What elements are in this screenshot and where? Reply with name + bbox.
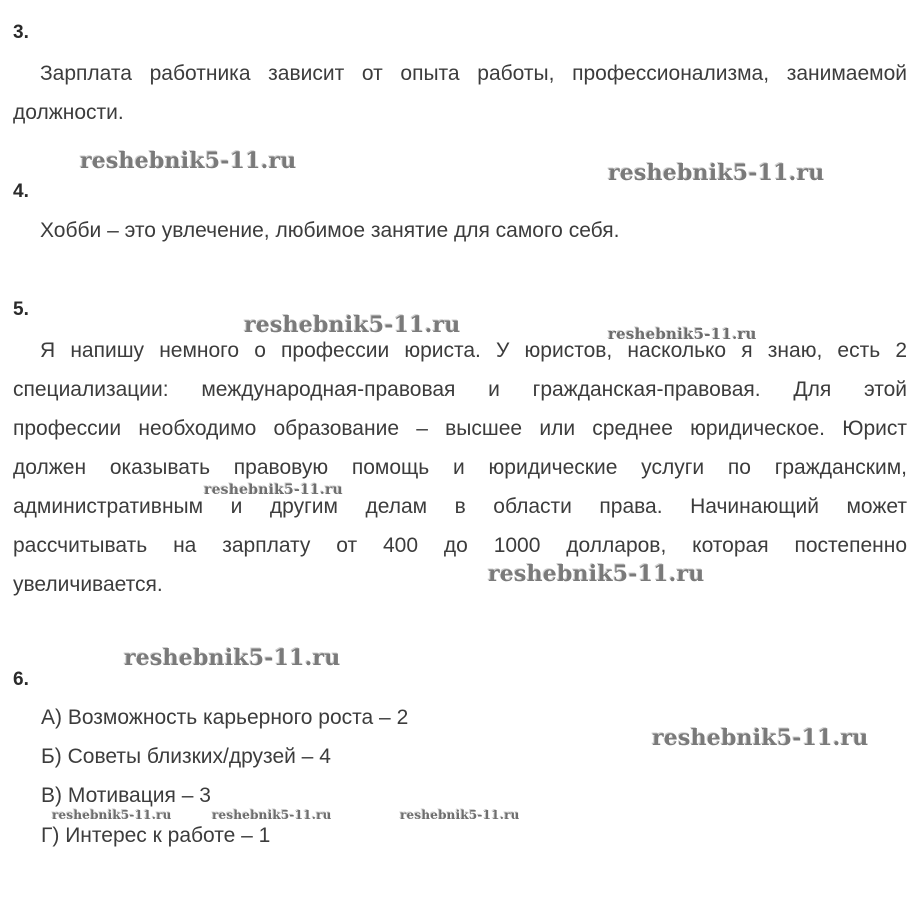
watermark: reshebnik5-11.ru bbox=[244, 312, 461, 338]
paragraph-5 bbox=[13, 331, 907, 604]
paragraph-5-line-1: Я напишу немного о профессии юриста. У юристов, насколько я знаю, есть 2 bbox=[40, 339, 907, 362]
answer-item-v: В) Мотивация – 3 bbox=[41, 784, 211, 807]
watermark: reshebnik5-11.ru bbox=[400, 808, 520, 822]
paragraph-5-line-5: административным и другим делам в области права. Начинающий может bbox=[13, 495, 907, 518]
answer-item-g: Г) Интерес к работе – 1 bbox=[41, 824, 271, 847]
paragraph-5-line-3: профессии необходимо образование – высшее или среднее юридическое. Юрист bbox=[13, 417, 907, 440]
paragraph-4 bbox=[13, 211, 907, 250]
paragraph-3 bbox=[13, 54, 907, 132]
watermark: reshebnik5-11.ru bbox=[652, 725, 869, 751]
paragraph-3-line-2: должности. bbox=[13, 101, 124, 124]
paragraph-5-line-4: должен оказывать правовую помощь и юридические услуги по гражданским, bbox=[13, 456, 907, 479]
answer-item-a: А) Возможность карьерного роста – 2 bbox=[41, 706, 409, 729]
section-number-4: 4. bbox=[13, 181, 29, 202]
watermark: reshebnik5-11.ru bbox=[80, 148, 297, 174]
watermark: reshebnik5-11.ru bbox=[608, 325, 757, 343]
section-number-3: 3. bbox=[13, 22, 29, 43]
watermark: reshebnik5-11.ru bbox=[488, 561, 705, 587]
paragraph-5-line-7: увеличивается. bbox=[13, 573, 163, 596]
watermark: reshebnik5-11.ru bbox=[124, 645, 341, 671]
paragraph-5-line-6: рассчитывать на зарплату от 400 до 1000 долларов, которая постепенно bbox=[13, 534, 907, 557]
section-number-6: 6. bbox=[13, 669, 29, 690]
answer-item-b: Б) Советы близких/друзей – 4 bbox=[41, 745, 331, 768]
watermark: reshebnik5-11.ru bbox=[608, 160, 825, 186]
paragraph-5-line-2: специализации: международная-правовая и гражданская-правовая. Для этой bbox=[13, 378, 907, 401]
watermark: reshebnik5-11.ru bbox=[204, 482, 343, 498]
paragraph-4-line-1: Хобби – это увлечение, любимое занятие для самого себя. bbox=[40, 219, 620, 242]
section-number-5: 5. bbox=[13, 299, 29, 320]
watermark: reshebnik5-11.ru bbox=[52, 808, 172, 822]
watermark: reshebnik5-11.ru bbox=[212, 808, 332, 822]
paragraph-3-line-1: Зарплата работника зависит от опыта работы, профессионализма, занимаемой bbox=[40, 62, 907, 85]
